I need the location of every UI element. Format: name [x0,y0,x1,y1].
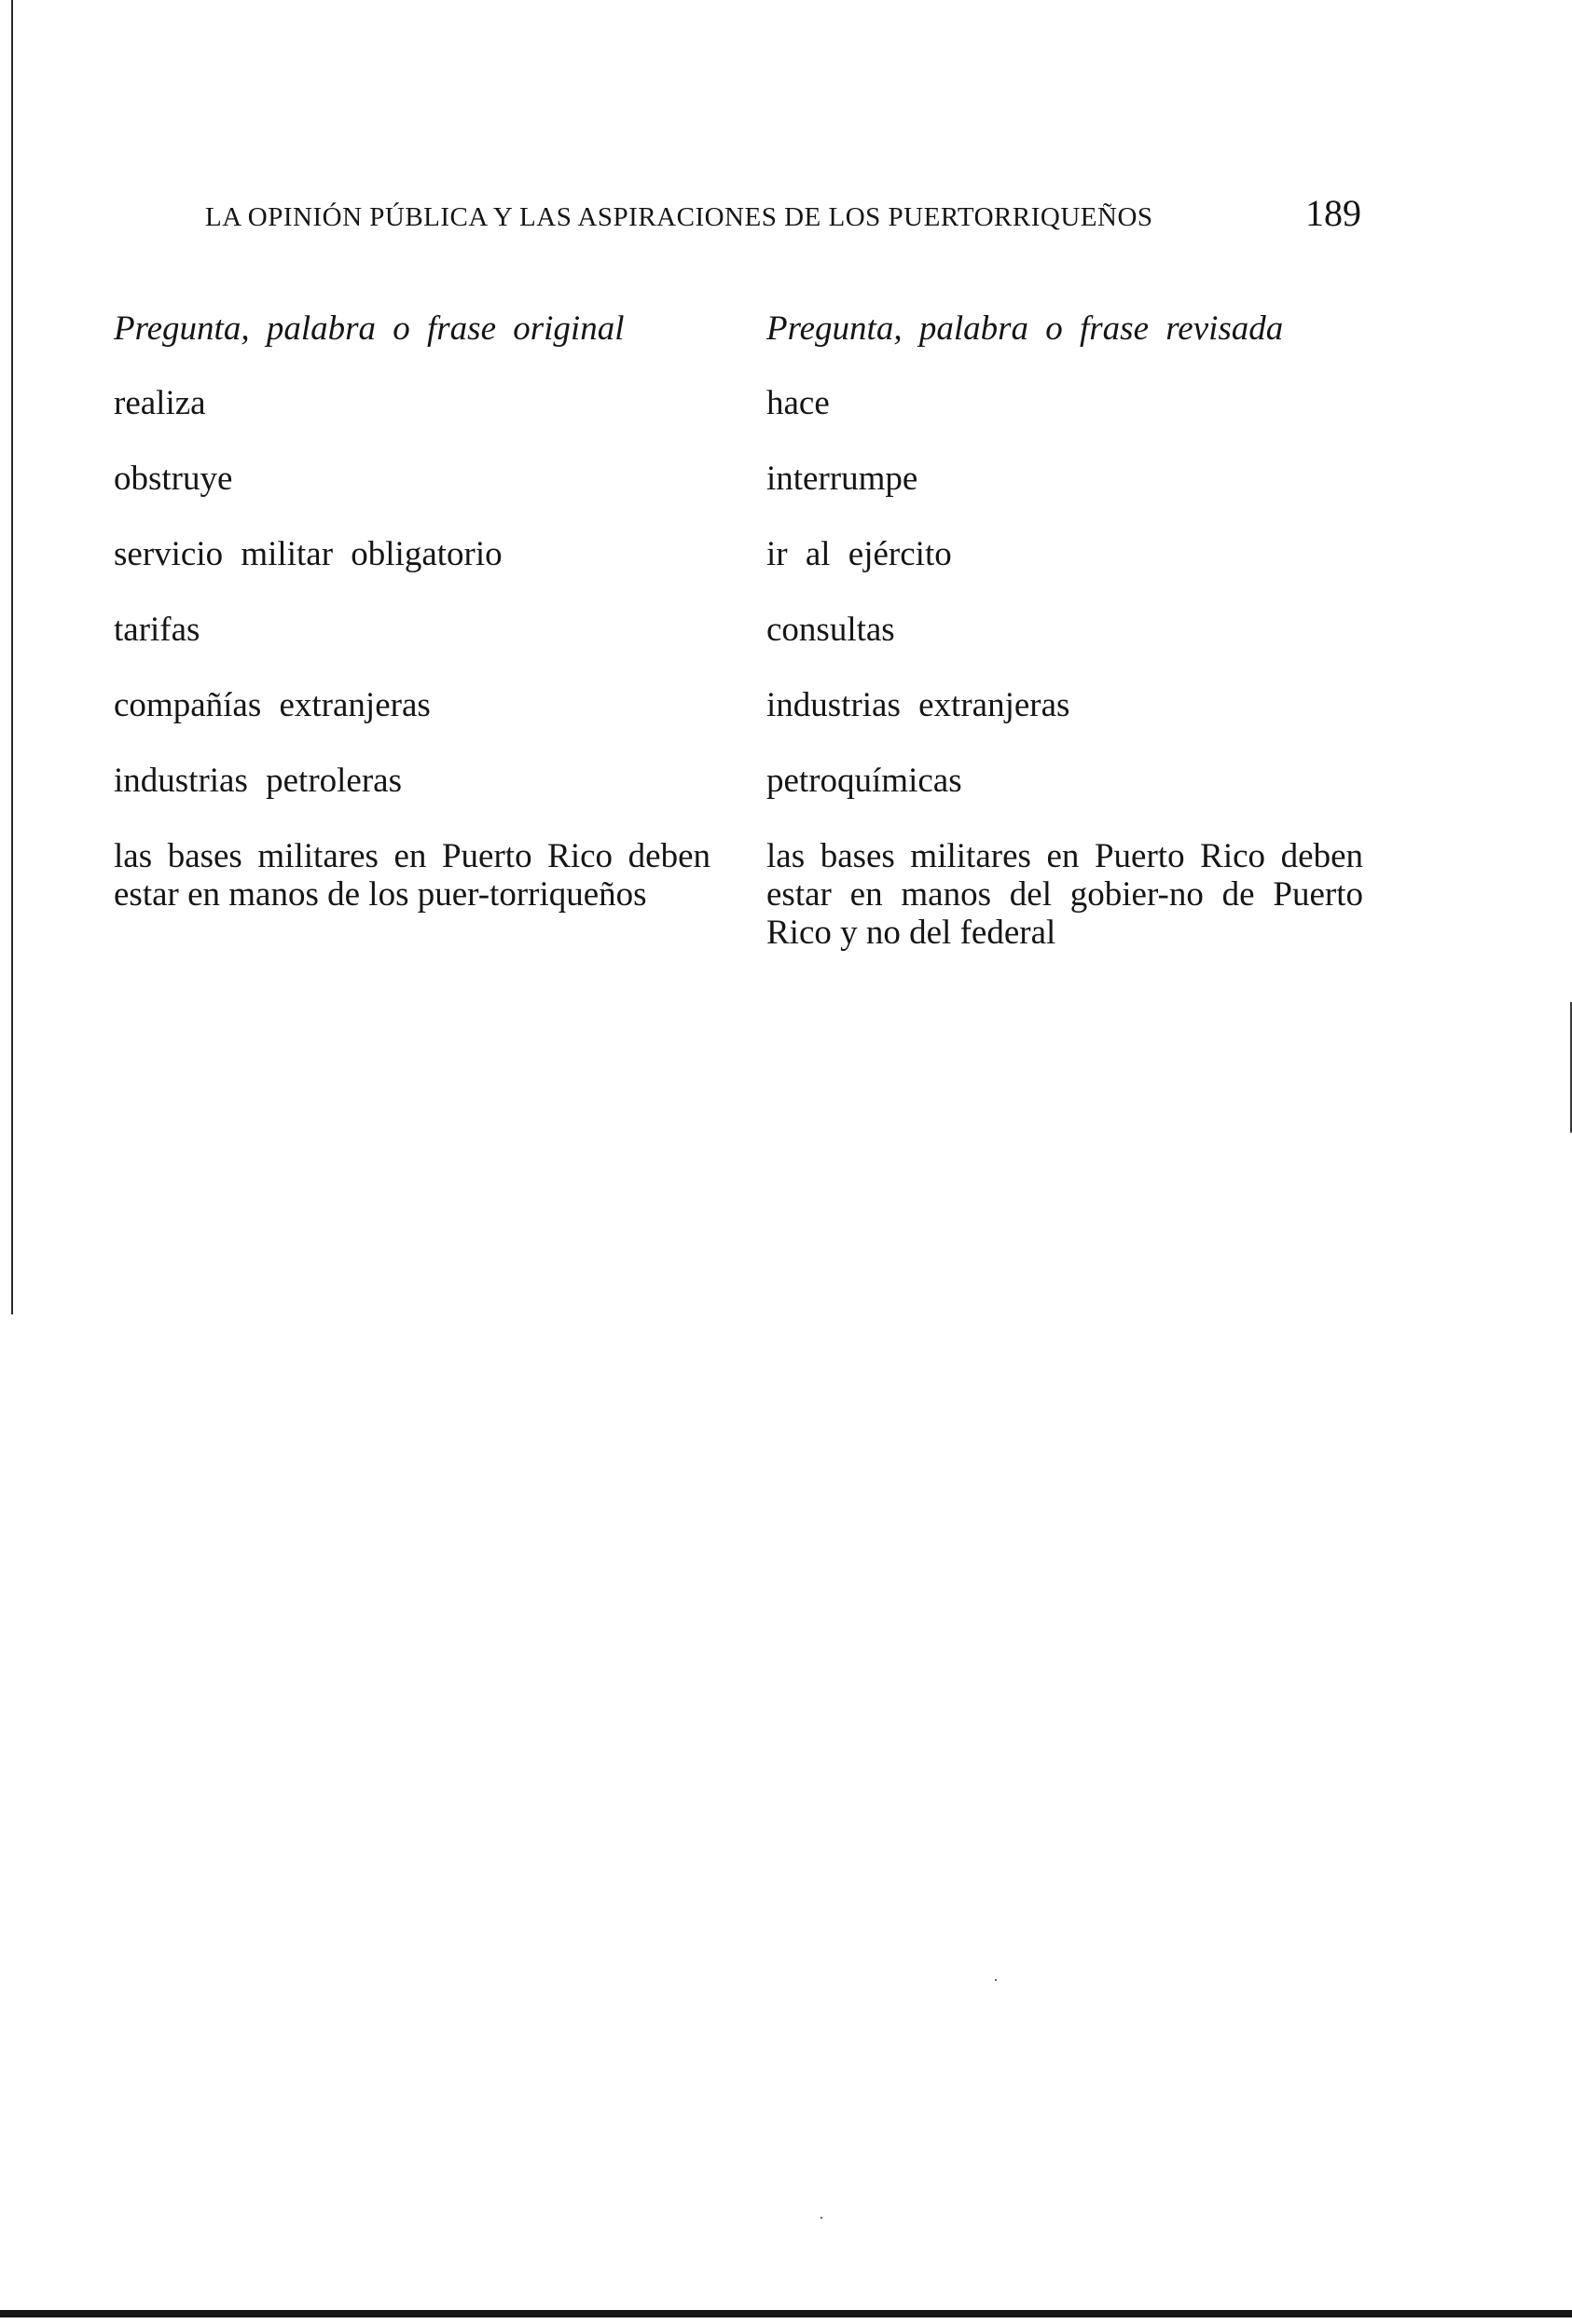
table-row [114,460,1363,535]
revised-term: ir al ejército [766,535,952,573]
table-row [114,686,1363,762]
original-term: servicio militar obligatorio [114,535,503,573]
table-row [114,535,1363,611]
print-speck [820,2217,822,2219]
revised-term: hace [766,384,830,422]
header-original: Pregunta, palabra o frase original [114,309,625,348]
original-term: tarifas [114,611,200,649]
header-revised: Pregunta, palabra o frase revisada [766,309,1284,348]
print-speck [995,1979,997,1981]
bottom-rule [0,2310,1572,2317]
comparison-table [114,309,1363,952]
revised-term: industrias extranjeras [766,686,1070,724]
revised-term: petroquímicas [766,762,962,800]
original-term: realiza [114,384,206,422]
original-term: obstruye [114,460,233,498]
table-row [114,762,1363,837]
page-number: 189 [1305,192,1361,234]
original-term: compañías extranjeras [114,686,431,724]
revised-term: consultas [766,611,895,649]
table-header-row [114,309,1363,384]
original-term: industrias petroleras [114,762,402,800]
table-row [114,611,1363,686]
table-row [114,837,1363,952]
running-title: LA OPINIÓN PÚBLICA Y LAS ASPIRACIONES DE LOS PUERTORRIQUEÑOS [205,202,1153,232]
table-row [114,384,1363,460]
revised-term: las bases militares en Puerto Rico deben estar en manos del gobier-no de Puerto Rico y no del federal [766,837,1363,952]
revised-term: interrumpe [766,460,918,498]
original-term: las bases militares en Puerto Rico deben estar en manos de los puer-torriqueños [114,837,710,914]
running-head [205,191,1361,247]
page-edge-left [11,0,13,1314]
